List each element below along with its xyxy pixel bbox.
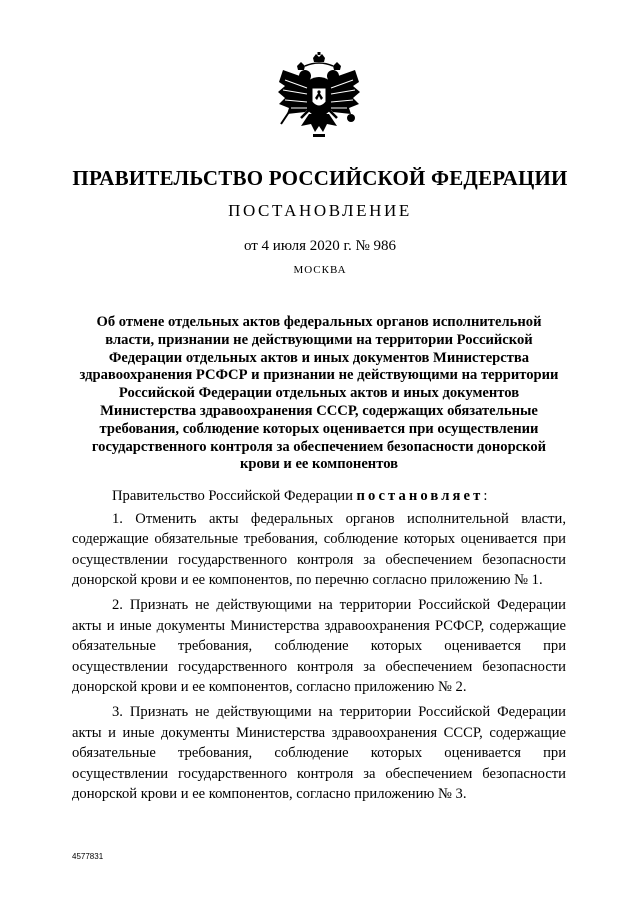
intro-verb: постановляет — [356, 488, 484, 504]
russian-coat-of-arms-icon — [275, 52, 363, 144]
document-subject: Об отмене отдельных актов федеральных органов исполнительной власти, признании не действующими на территории Российской Федерации отдельных актов и иных документов Министерства здравоохранения РСФСР и признании не действующими на территории Российской Федерации отдельных актов и иных документов Министерства здравоохранения СССР, содержащих обязательные требования, соблюдение которых оценивается при осуществлении государственного контроля за обеспечением безопасности донорской крови и ее компонентов — [79, 314, 559, 473]
government-title: ПРАВИТЕЛЬСТВО РОССИЙСКОЙ ФЕДЕРАЦИИ — [72, 166, 568, 190]
document-date-number: от 4 июля 2020 г. № 986 — [243, 238, 397, 254]
paragraph-item-2: 2. Признать не действующими на территории Российской Федерации акты и иные документы Министерства здравоохранения РСФСР, содержащие обязательные требования, соблюдение которых оценивается при осуществлении государственного контроля за обеспечением безопасности донорской крови и ее компонентов, согласно приложению № 2. — [72, 596, 566, 696]
intro-suffix: : — [483, 488, 488, 504]
document-body — [72, 486, 566, 809]
paragraph-item-3: 3. Признать не действующими на территории Российской Федерации акты и иные документы Министерства здравоохранения СССР, содержащие обязательные требования, соблюдение которых оценивается при осуществлении государственного контроля за обеспечением безопасности донорской крови и ее компонентов, согласно приложению № 3. — [72, 703, 566, 803]
paragraph-item-1: 1. Отменить акты федеральных органов исполнительной власти, содержащие обязательные требования, соблюдение которых оценивается при осуществлении государственного контроля за обеспечением безопасности донорской крови и ее компонентов, по перечню согласно приложению № 1. — [72, 510, 566, 589]
document-city: МОСКВА — [293, 264, 347, 276]
intro-prefix: Правительство Российской Федерации — [112, 488, 357, 504]
intro-paragraph — [72, 486, 566, 507]
document-type: ПОСТАНОВЛЕНИЕ — [228, 201, 412, 220]
footer-document-code: 4577831 — [72, 852, 104, 861]
